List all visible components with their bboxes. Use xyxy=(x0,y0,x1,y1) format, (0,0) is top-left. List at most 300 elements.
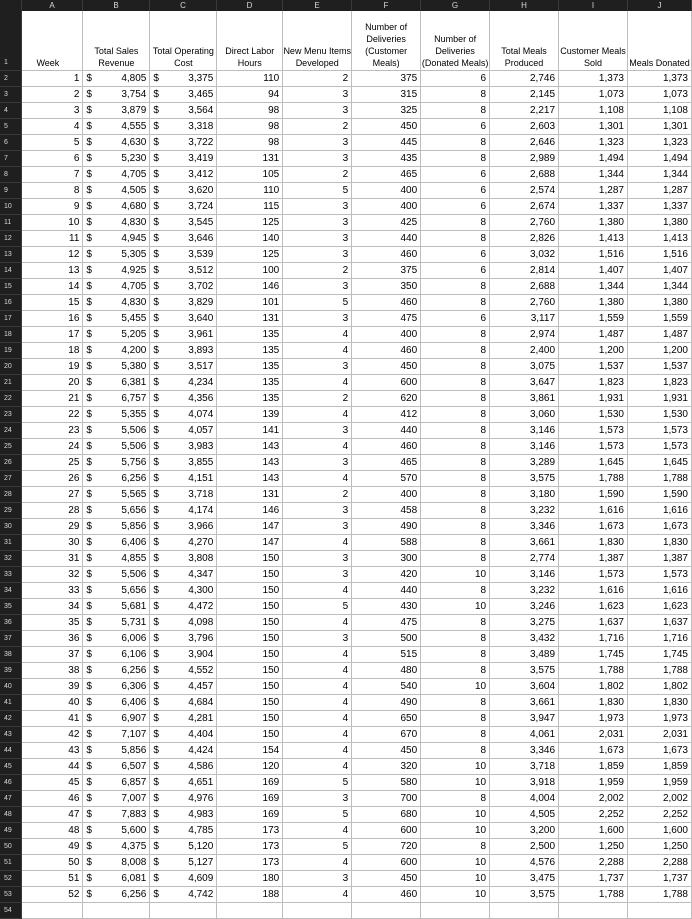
cell[interactable]: 135 xyxy=(217,374,283,390)
cell[interactable] xyxy=(150,854,217,870)
cell[interactable]: 1,073 xyxy=(559,86,628,102)
cell[interactable]: 1,716 xyxy=(627,630,691,646)
row-header[interactable]: 35 xyxy=(0,598,22,614)
cell[interactable]: 150 xyxy=(217,662,283,678)
cell[interactable] xyxy=(150,102,217,118)
cell[interactable] xyxy=(83,166,150,182)
cell[interactable]: 4 xyxy=(283,726,352,742)
cell[interactable]: 3 xyxy=(283,278,352,294)
cell[interactable]: 4 xyxy=(283,886,352,902)
cell[interactable]: 10 xyxy=(421,758,490,774)
cell[interactable]: 3 xyxy=(283,502,352,518)
column-heading[interactable]: New Menu Items Developed xyxy=(283,11,352,70)
row-header[interactable]: 23 xyxy=(0,406,22,422)
cell[interactable]: 3 xyxy=(283,102,352,118)
row-header[interactable]: 12 xyxy=(0,230,22,246)
cell[interactable] xyxy=(83,790,150,806)
cell[interactable]: 8 xyxy=(421,150,490,166)
cell[interactable]: 26 xyxy=(22,470,83,486)
cell[interactable]: 3 xyxy=(283,550,352,566)
cell[interactable]: 36 xyxy=(22,630,83,646)
cell[interactable]: 3,718 xyxy=(490,758,559,774)
cell[interactable] xyxy=(83,246,150,262)
row-header[interactable]: 22 xyxy=(0,390,22,406)
cell[interactable]: 1,673 xyxy=(559,518,628,534)
cell[interactable]: 1,073 xyxy=(627,86,691,102)
cell[interactable] xyxy=(83,886,150,902)
cell[interactable]: 2,774 xyxy=(490,550,559,566)
cell[interactable]: 1,337 xyxy=(627,198,691,214)
cell[interactable] xyxy=(150,742,217,758)
cell[interactable]: 460 xyxy=(352,342,421,358)
cell[interactable]: 475 xyxy=(352,614,421,630)
cell[interactable] xyxy=(150,822,217,838)
cell[interactable]: 1,380 xyxy=(627,294,691,310)
cell[interactable]: 4,505 xyxy=(490,806,559,822)
cell[interactable]: 135 xyxy=(217,326,283,342)
cell[interactable]: 1,673 xyxy=(559,742,628,758)
column-heading[interactable]: Number of Deliveries (Customer Meals) xyxy=(352,11,421,70)
cell[interactable]: 12 xyxy=(22,246,83,262)
cell[interactable]: 19 xyxy=(22,358,83,374)
cell[interactable] xyxy=(83,454,150,470)
cell[interactable]: 3 xyxy=(283,454,352,470)
cell[interactable]: 1,413 xyxy=(627,230,691,246)
cell[interactable]: 3,575 xyxy=(490,886,559,902)
cell[interactable]: 8 xyxy=(421,662,490,678)
cell[interactable]: 1,573 xyxy=(559,566,628,582)
cell[interactable]: 42 xyxy=(22,726,83,742)
cell[interactable]: 2,217 xyxy=(490,102,559,118)
cell[interactable]: 450 xyxy=(352,358,421,374)
cell[interactable]: 2,688 xyxy=(490,278,559,294)
cell[interactable]: 1,387 xyxy=(559,550,628,566)
cell[interactable]: 320 xyxy=(352,758,421,774)
cell[interactable]: 23 xyxy=(22,422,83,438)
cell[interactable]: 4 xyxy=(22,118,83,134)
cell[interactable]: 2,031 xyxy=(627,726,691,742)
cell[interactable] xyxy=(83,902,150,918)
cell[interactable]: 8 xyxy=(421,726,490,742)
column-heading[interactable]: Total Operating Cost xyxy=(150,11,217,70)
row-header[interactable]: 3 xyxy=(0,86,22,102)
cell[interactable]: 10 xyxy=(421,822,490,838)
cell[interactable]: 3,146 xyxy=(490,422,559,438)
cell[interactable]: 147 xyxy=(217,534,283,550)
cell[interactable] xyxy=(559,902,628,918)
cell[interactable]: 131 xyxy=(217,486,283,502)
cell[interactable] xyxy=(150,870,217,886)
cell[interactable]: 43 xyxy=(22,742,83,758)
cell[interactable] xyxy=(83,694,150,710)
cell[interactable]: 1,830 xyxy=(559,534,628,550)
row-header[interactable]: 14 xyxy=(0,262,22,278)
cell[interactable] xyxy=(83,806,150,822)
cell[interactable] xyxy=(150,566,217,582)
cell[interactable]: 10 xyxy=(22,214,83,230)
cell[interactable]: 5 xyxy=(22,134,83,150)
cell[interactable] xyxy=(83,502,150,518)
column-heading[interactable]: Total Meals Produced xyxy=(490,11,559,70)
cell[interactable]: 143 xyxy=(217,454,283,470)
cell[interactable]: 3,032 xyxy=(490,246,559,262)
cell[interactable]: 3,489 xyxy=(490,646,559,662)
cell[interactable]: 173 xyxy=(217,822,283,838)
cell[interactable]: 8 xyxy=(421,342,490,358)
cell[interactable] xyxy=(150,70,217,86)
cell[interactable]: 3,232 xyxy=(490,582,559,598)
cell[interactable]: 475 xyxy=(352,310,421,326)
cell[interactable]: 51 xyxy=(22,870,83,886)
cell[interactable] xyxy=(83,230,150,246)
cell[interactable]: 1,959 xyxy=(627,774,691,790)
cell[interactable]: 1,830 xyxy=(559,694,628,710)
row-header[interactable]: 2 xyxy=(0,70,22,86)
row-header[interactable]: 45 xyxy=(0,758,22,774)
cell[interactable]: 1,537 xyxy=(627,358,691,374)
cell[interactable] xyxy=(83,70,150,86)
row-header[interactable]: 30 xyxy=(0,518,22,534)
cell[interactable]: 3,432 xyxy=(490,630,559,646)
cell[interactable] xyxy=(150,646,217,662)
cell[interactable]: 135 xyxy=(217,390,283,406)
cell[interactable]: 8 xyxy=(421,582,490,598)
cell[interactable] xyxy=(150,278,217,294)
cell[interactable]: 1,344 xyxy=(627,166,691,182)
column-heading[interactable]: Total Sales Revenue xyxy=(83,11,150,70)
cell[interactable]: 1,530 xyxy=(559,406,628,422)
cell[interactable] xyxy=(83,854,150,870)
cell[interactable]: 13 xyxy=(22,262,83,278)
cell[interactable]: 5 xyxy=(283,598,352,614)
cell[interactable] xyxy=(83,262,150,278)
column-header-g[interactable]: G xyxy=(421,0,490,11)
cell[interactable]: 1,737 xyxy=(627,870,691,886)
cell[interactable]: 27 xyxy=(22,486,83,502)
cell[interactable]: 150 xyxy=(217,678,283,694)
cell[interactable]: 135 xyxy=(217,358,283,374)
cell[interactable]: 1,407 xyxy=(559,262,628,278)
cell[interactable]: 8 xyxy=(421,406,490,422)
cell[interactable] xyxy=(83,758,150,774)
cell[interactable] xyxy=(150,662,217,678)
cell[interactable]: 18 xyxy=(22,342,83,358)
cell[interactable] xyxy=(83,822,150,838)
cell[interactable]: 22 xyxy=(22,406,83,422)
cell[interactable]: 1,600 xyxy=(559,822,628,838)
row-header[interactable]: 49 xyxy=(0,822,22,838)
cell[interactable]: 2,646 xyxy=(490,134,559,150)
cell[interactable]: 1,559 xyxy=(627,310,691,326)
cell[interactable]: 1,494 xyxy=(627,150,691,166)
cell[interactable]: 125 xyxy=(217,246,283,262)
cell[interactable]: 1,637 xyxy=(559,614,628,630)
cell[interactable]: 2,031 xyxy=(559,726,628,742)
row-header[interactable]: 9 xyxy=(0,182,22,198)
cell[interactable]: 1,323 xyxy=(627,134,691,150)
cell[interactable] xyxy=(150,678,217,694)
cell[interactable]: 150 xyxy=(217,614,283,630)
column-heading[interactable]: Week xyxy=(22,11,83,70)
cell[interactable]: 8 xyxy=(421,502,490,518)
cell[interactable]: 650 xyxy=(352,710,421,726)
cell[interactable]: 1,737 xyxy=(559,870,628,886)
cell[interactable]: 2,400 xyxy=(490,342,559,358)
cell[interactable] xyxy=(83,214,150,230)
cell[interactable]: 150 xyxy=(217,598,283,614)
cell[interactable]: 10 xyxy=(421,678,490,694)
cell[interactable]: 49 xyxy=(22,838,83,854)
cell[interactable]: 4 xyxy=(283,438,352,454)
cell[interactable]: 8 xyxy=(421,742,490,758)
row-header[interactable]: 32 xyxy=(0,550,22,566)
cell[interactable]: 140 xyxy=(217,230,283,246)
row-header[interactable]: 4 xyxy=(0,102,22,118)
row-header[interactable]: 37 xyxy=(0,630,22,646)
row-header[interactable]: 13 xyxy=(0,246,22,262)
cell[interactable] xyxy=(83,102,150,118)
cell[interactable]: 435 xyxy=(352,150,421,166)
cell[interactable] xyxy=(83,486,150,502)
row-header[interactable]: 21 xyxy=(0,374,22,390)
cell[interactable]: 1 xyxy=(22,70,83,86)
cell[interactable]: 4 xyxy=(283,758,352,774)
row-header[interactable]: 16 xyxy=(0,294,22,310)
cell[interactable] xyxy=(150,534,217,550)
cell[interactable]: 670 xyxy=(352,726,421,742)
cell[interactable]: 4 xyxy=(283,678,352,694)
cell[interactable] xyxy=(150,230,217,246)
cell[interactable]: 3,275 xyxy=(490,614,559,630)
row-header[interactable]: 41 xyxy=(0,694,22,710)
cell[interactable]: 350 xyxy=(352,278,421,294)
cell[interactable]: 1,301 xyxy=(627,118,691,134)
cell[interactable] xyxy=(150,310,217,326)
row-header[interactable]: 39 xyxy=(0,662,22,678)
cell[interactable] xyxy=(150,582,217,598)
cell[interactable]: 1,616 xyxy=(559,502,628,518)
cell[interactable]: 8 xyxy=(421,422,490,438)
cell[interactable]: 16 xyxy=(22,310,83,326)
cell[interactable]: 3 xyxy=(283,422,352,438)
cell[interactable] xyxy=(83,278,150,294)
cell[interactable]: 3,918 xyxy=(490,774,559,790)
cell[interactable]: 4,004 xyxy=(490,790,559,806)
row-header[interactable]: 7 xyxy=(0,150,22,166)
cell[interactable]: 3,200 xyxy=(490,822,559,838)
cell[interactable]: 3 xyxy=(283,310,352,326)
cell[interactable]: 458 xyxy=(352,502,421,518)
cell[interactable]: 35 xyxy=(22,614,83,630)
cell[interactable]: 460 xyxy=(352,294,421,310)
cell[interactable]: 1,487 xyxy=(559,326,628,342)
row-header[interactable]: 1 xyxy=(0,11,22,70)
cell[interactable]: 2,746 xyxy=(490,70,559,86)
cell[interactable]: 440 xyxy=(352,230,421,246)
cell[interactable] xyxy=(150,166,217,182)
cell[interactable]: 3 xyxy=(283,198,352,214)
cell[interactable]: 10 xyxy=(421,854,490,870)
cell[interactable]: 1,859 xyxy=(559,758,628,774)
cell[interactable]: 720 xyxy=(352,838,421,854)
cell[interactable]: 600 xyxy=(352,822,421,838)
cell[interactable]: 1,590 xyxy=(627,486,691,502)
cell[interactable] xyxy=(83,518,150,534)
cell[interactable] xyxy=(627,902,691,918)
cell[interactable]: 8 xyxy=(421,86,490,102)
cell[interactable]: 5 xyxy=(283,182,352,198)
cell[interactable]: 8 xyxy=(421,790,490,806)
cell[interactable]: 400 xyxy=(352,326,421,342)
cell[interactable]: 400 xyxy=(352,182,421,198)
cell[interactable] xyxy=(83,646,150,662)
cell[interactable]: 570 xyxy=(352,470,421,486)
cell[interactable]: 440 xyxy=(352,422,421,438)
cell[interactable]: 1,788 xyxy=(559,886,628,902)
cell[interactable]: 4 xyxy=(283,326,352,342)
row-header[interactable]: 5 xyxy=(0,118,22,134)
cell[interactable]: 1,823 xyxy=(559,374,628,390)
cell[interactable]: 680 xyxy=(352,806,421,822)
row-header[interactable]: 44 xyxy=(0,742,22,758)
cell[interactable]: 480 xyxy=(352,662,421,678)
cell[interactable] xyxy=(150,806,217,822)
cell[interactable]: 5 xyxy=(283,806,352,822)
cell[interactable]: 10 xyxy=(421,886,490,902)
cell[interactable]: 1,616 xyxy=(627,582,691,598)
cell[interactable]: 34 xyxy=(22,598,83,614)
column-header-f[interactable]: F xyxy=(352,0,421,11)
cell[interactable]: 110 xyxy=(217,70,283,86)
cell[interactable]: 1,287 xyxy=(627,182,691,198)
cell[interactable] xyxy=(150,422,217,438)
cell[interactable]: 1,623 xyxy=(559,598,628,614)
row-header[interactable]: 53 xyxy=(0,886,22,902)
cell[interactable]: 3,346 xyxy=(490,742,559,758)
cell[interactable]: 4 xyxy=(283,710,352,726)
cell[interactable]: 1,830 xyxy=(627,534,691,550)
cell[interactable] xyxy=(83,742,150,758)
cell[interactable]: 6 xyxy=(421,198,490,214)
column-header-b[interactable]: B xyxy=(83,0,150,11)
cell[interactable]: 2 xyxy=(283,70,352,86)
row-header[interactable]: 24 xyxy=(0,422,22,438)
cell[interactable]: 17 xyxy=(22,326,83,342)
cell[interactable] xyxy=(83,374,150,390)
cell[interactable]: 1,200 xyxy=(627,342,691,358)
cell[interactable]: 146 xyxy=(217,278,283,294)
cell[interactable]: 8 xyxy=(421,710,490,726)
cell[interactable]: 1,802 xyxy=(559,678,628,694)
cell[interactable] xyxy=(83,150,150,166)
cell[interactable]: 375 xyxy=(352,262,421,278)
cell[interactable] xyxy=(150,486,217,502)
cell[interactable]: 105 xyxy=(217,166,283,182)
cell[interactable]: 1,516 xyxy=(559,246,628,262)
cell[interactable]: 3,060 xyxy=(490,406,559,422)
row-header[interactable]: 26 xyxy=(0,454,22,470)
row-header[interactable]: 11 xyxy=(0,214,22,230)
column-header-h[interactable]: H xyxy=(490,0,559,11)
cell[interactable]: 3,861 xyxy=(490,390,559,406)
cell[interactable]: 1,407 xyxy=(627,262,691,278)
cell[interactable]: 169 xyxy=(217,790,283,806)
cell[interactable]: 2,760 xyxy=(490,214,559,230)
cell[interactable] xyxy=(22,902,83,918)
cell[interactable]: 143 xyxy=(217,470,283,486)
cell[interactable]: 3,575 xyxy=(490,470,559,486)
cell[interactable]: 10 xyxy=(421,566,490,582)
cell[interactable] xyxy=(83,566,150,582)
cell[interactable]: 3,475 xyxy=(490,870,559,886)
cell[interactable] xyxy=(83,470,150,486)
cell[interactable]: 3,647 xyxy=(490,374,559,390)
cell[interactable]: 3,232 xyxy=(490,502,559,518)
cell[interactable] xyxy=(150,598,217,614)
cell[interactable]: 1,373 xyxy=(559,70,628,86)
row-header[interactable]: 18 xyxy=(0,326,22,342)
cell[interactable]: 400 xyxy=(352,198,421,214)
cell[interactable]: 2,002 xyxy=(627,790,691,806)
cell[interactable]: 430 xyxy=(352,598,421,614)
row-header[interactable]: 34 xyxy=(0,582,22,598)
cell[interactable]: 1,745 xyxy=(627,646,691,662)
row-header[interactable]: 38 xyxy=(0,646,22,662)
cell[interactable]: 173 xyxy=(217,838,283,854)
cell[interactable] xyxy=(83,358,150,374)
cell[interactable]: 1,616 xyxy=(627,502,691,518)
cell[interactable]: 3 xyxy=(283,630,352,646)
cell[interactable]: 4 xyxy=(283,406,352,422)
cell[interactable] xyxy=(150,518,217,534)
cell[interactable]: 1,573 xyxy=(627,566,691,582)
cell[interactable]: 6 xyxy=(22,150,83,166)
cell[interactable]: 2,974 xyxy=(490,326,559,342)
cell[interactable] xyxy=(83,198,150,214)
cell[interactable]: 1,802 xyxy=(627,678,691,694)
cell[interactable]: 4 xyxy=(283,694,352,710)
cell[interactable]: 1,973 xyxy=(627,710,691,726)
cell[interactable]: 4 xyxy=(283,614,352,630)
cell[interactable] xyxy=(150,630,217,646)
cell[interactable]: 1,380 xyxy=(559,214,628,230)
cell[interactable]: 25 xyxy=(22,454,83,470)
cell[interactable]: 115 xyxy=(217,198,283,214)
cell[interactable]: 8 xyxy=(421,134,490,150)
cell[interactable]: 46 xyxy=(22,790,83,806)
cell[interactable]: 125 xyxy=(217,214,283,230)
cell[interactable]: 1,600 xyxy=(627,822,691,838)
select-all-corner[interactable] xyxy=(0,0,22,11)
cell[interactable] xyxy=(83,326,150,342)
cell[interactable]: 300 xyxy=(352,550,421,566)
cell[interactable]: 1,530 xyxy=(627,406,691,422)
cell[interactable] xyxy=(150,294,217,310)
cell[interactable]: 6 xyxy=(421,166,490,182)
cell[interactable]: 465 xyxy=(352,166,421,182)
cell[interactable]: 1,344 xyxy=(627,278,691,294)
cell[interactable]: 3 xyxy=(283,246,352,262)
cell[interactable] xyxy=(150,390,217,406)
cell[interactable] xyxy=(83,86,150,102)
cell[interactable]: 1,559 xyxy=(559,310,628,326)
cell[interactable]: 150 xyxy=(217,566,283,582)
cell[interactable]: 1,380 xyxy=(559,294,628,310)
cell[interactable]: 540 xyxy=(352,678,421,694)
cell[interactable]: 8 xyxy=(421,838,490,854)
cell[interactable]: 1,788 xyxy=(627,662,691,678)
cell[interactable]: 8 xyxy=(421,294,490,310)
